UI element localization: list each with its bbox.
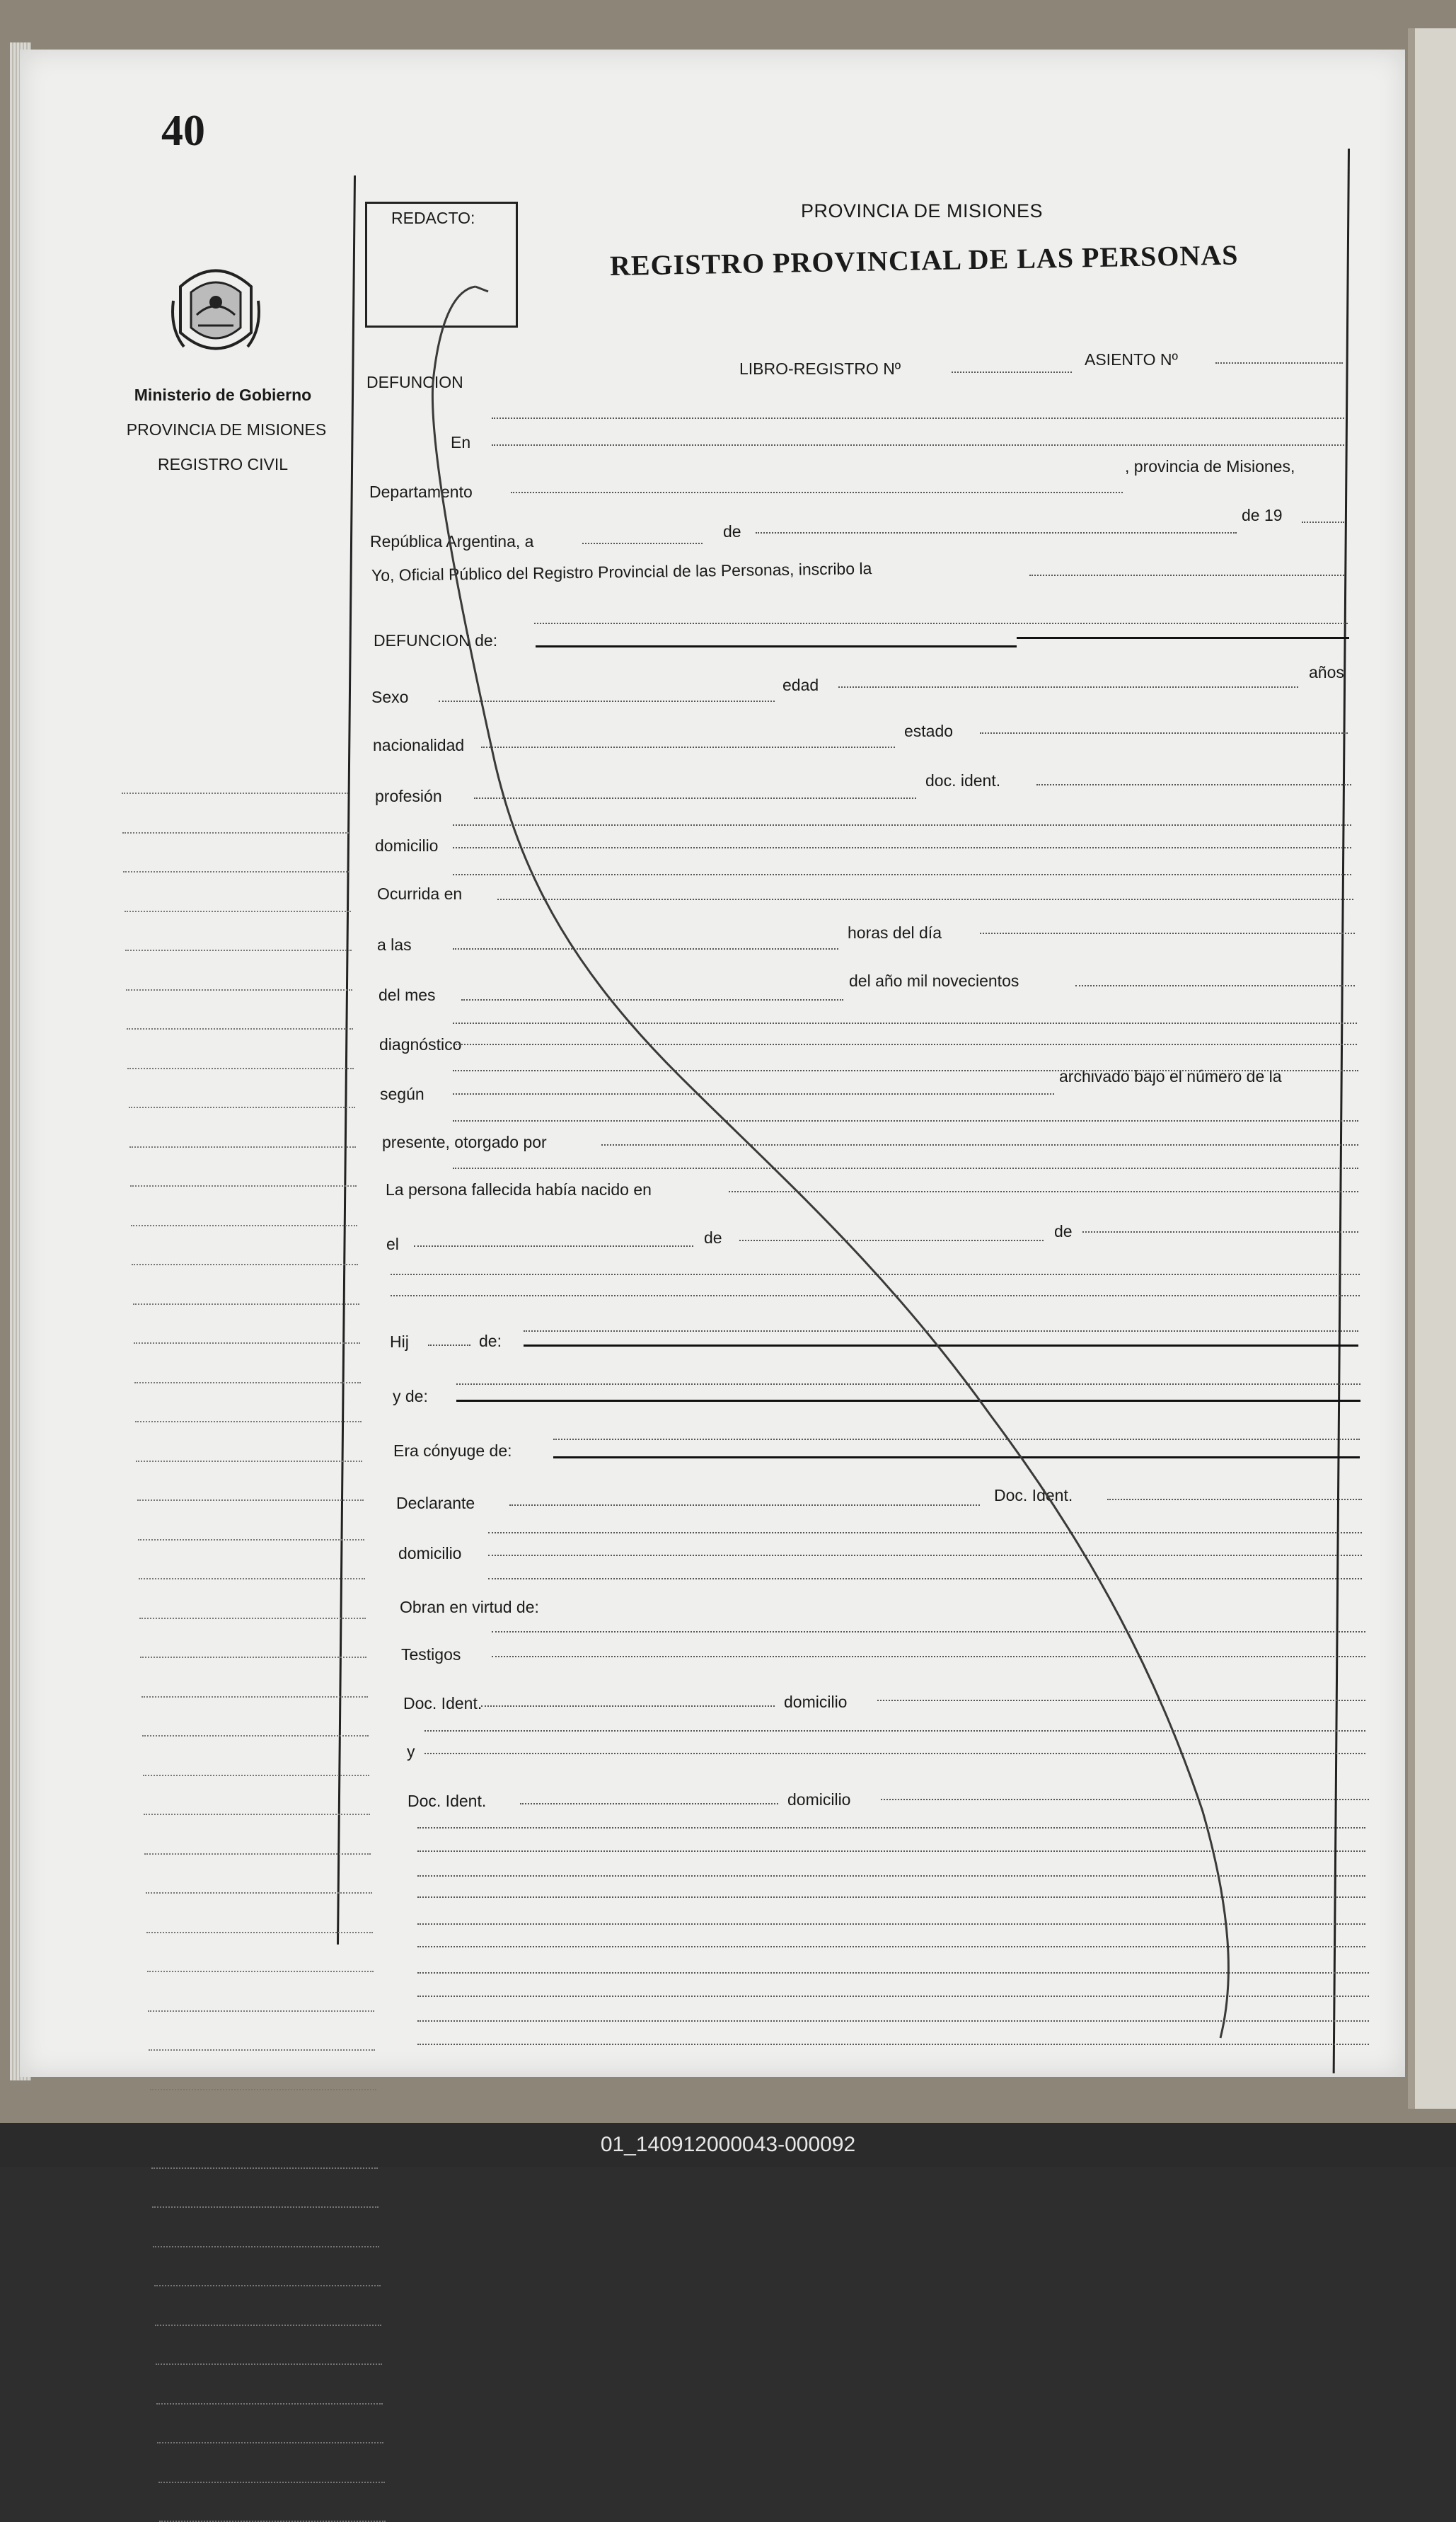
del-mes-label: del mes — [379, 986, 436, 1004]
y-de-label: y de: — [393, 1387, 428, 1405]
page-title: REGISTRO PROVINCIAL DE LAS PERSONAS — [609, 238, 1239, 282]
testigo2-doc-ident-label: Doc. Ident. — [408, 1792, 487, 1810]
margin-dotted-line — [152, 2206, 379, 2208]
testigos-label: Testigos — [401, 1645, 461, 1664]
nacionalidad-label: nacionalidad — [373, 736, 465, 754]
testigo1-doc-ident-label: Doc. Ident. — [403, 1694, 483, 1712]
persona-fallecida-label: La persona fallecida había nacido en — [386, 1180, 652, 1199]
estado-label: estado — [904, 722, 954, 740]
header-province: PROVINCIA DE MISIONES — [801, 200, 1044, 221]
hij-de-label: de: — [479, 1332, 502, 1350]
margin-dotted-line — [153, 2246, 379, 2247]
defuncion-label: DEFUNCION — [366, 373, 463, 391]
declarante-domicilio-label: domicilio — [398, 1544, 462, 1562]
el-label: el — [386, 1235, 399, 1253]
hij-label: Hij — [390, 1332, 409, 1351]
profesion-label: profesión — [375, 787, 442, 805]
anos-label: años — [1309, 663, 1344, 681]
el-de-label: de — [704, 1228, 722, 1247]
libro-registro-label: LIBRO-REGISTRO Nº — [739, 359, 901, 378]
yo-oficial-label: Yo, Oficial Público del Registro Provincial de las Personas, inscribo la — [371, 559, 872, 585]
margin-dotted-line — [155, 2325, 381, 2326]
diagnostico-label: diagnóstico — [379, 1035, 462, 1054]
archivado-label: archivado bajo el número de la — [1059, 1067, 1282, 1086]
sidebar-province: PROVINCIA DE MISIONES — [126, 420, 327, 439]
margin-dotted-line — [151, 2167, 378, 2169]
y-label: y — [407, 1742, 415, 1761]
defuncion-de-label: DEFUNCION de: — [374, 631, 498, 650]
declarante-doc-ident-label: Doc. Ident. — [994, 1486, 1073, 1504]
sidebar-registry: REGISTRO CIVIL — [157, 455, 289, 473]
sidebar-ministry: Ministerio de Gobierno — [134, 386, 312, 404]
en-label: En — [451, 433, 471, 451]
provincia-misiones-text: , provincia de Misiones, — [1125, 457, 1295, 476]
page-number: 40 — [161, 107, 205, 155]
del-ano-label: del año mil novecientos — [849, 972, 1019, 990]
doc-ident-label: doc. ident. — [925, 771, 1001, 790]
margin-dotted-line — [156, 2363, 382, 2365]
segun-label: según — [380, 1085, 424, 1103]
image-id-caption: 01_140912000043-000092 — [0, 2123, 1456, 2167]
margin-dotted-line — [154, 2285, 381, 2286]
ocurrida-en-label: Ocurrida en — [377, 885, 463, 903]
conyuge-label: Era cónyuge de: — [393, 1441, 512, 1460]
redacto-label: REDACTO: — [391, 209, 475, 227]
margin-dotted-line — [156, 2403, 383, 2405]
presente-label: presente, otorgado por — [382, 1133, 547, 1151]
declarante-label: Declarante — [396, 1494, 475, 1512]
margin-dotted-line — [157, 2442, 383, 2443]
obran-label: Obran en virtud de: — [400, 1598, 539, 1616]
margin-dotted-line — [158, 2482, 385, 2483]
a-las-label: a las — [377, 935, 412, 954]
testigo2-domicilio-label: domicilio — [787, 1790, 851, 1809]
edad-label: edad — [782, 676, 819, 694]
asiento-label: ASIENTO Nº — [1085, 350, 1178, 369]
sexo-label: Sexo — [371, 688, 409, 706]
domicilio-label: domicilio — [375, 836, 439, 855]
de-19-label: de 19 — [1242, 506, 1283, 524]
republica-label: República Argentina, a — [370, 532, 534, 551]
de-label: de — [723, 522, 741, 541]
el-de-2-label: de — [1054, 1222, 1073, 1240]
horas-del-dia-label: horas del día — [848, 923, 942, 942]
testigo1-domicilio-label: domicilio — [784, 1693, 848, 1711]
departamento-label: Departamento — [369, 483, 473, 501]
